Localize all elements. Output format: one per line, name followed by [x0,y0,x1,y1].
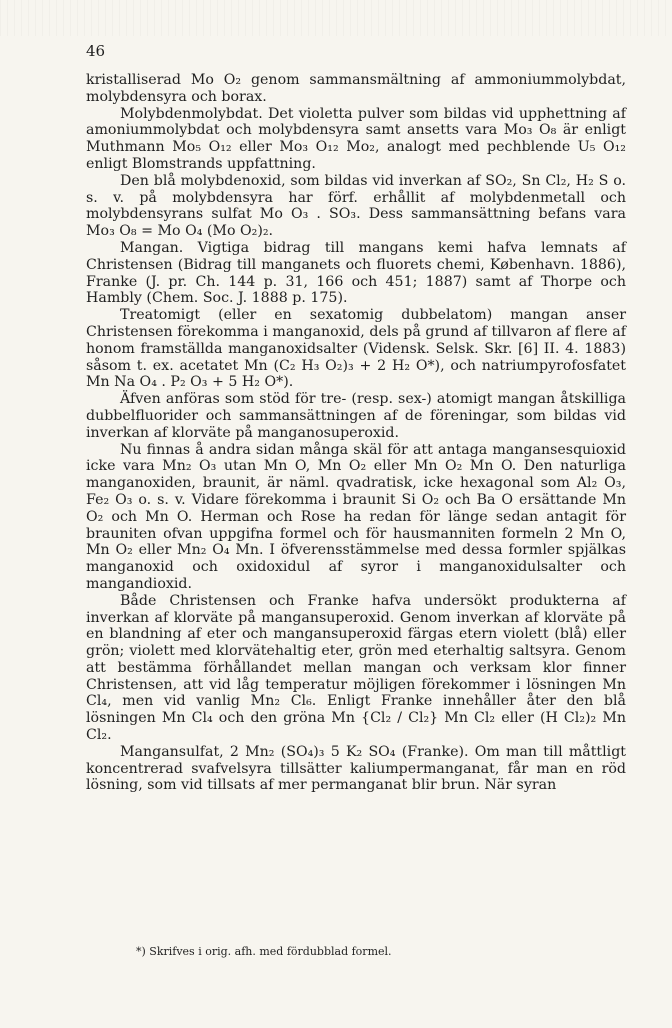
paragraph: Treatomigt (eller en sexatomig dubbelatom) mangan anser Christensen förekomma i manganoxid, dels på grund af tillvaron af flere af honom framställda manganoxidsalter (Vidensk. Selsk. Skr. [6] II. 4. 1883) såsom t. ex. acetatet Mn (C₂ H₃ O₂)₃ + 2 H₂ O*), och natriumpyrofosfatet Mn Na O₄ . P₂ O₃ + 5 H₂ O*). [86,307,626,391]
page-number: 46 [86,42,106,60]
paragraph: Nu finnas å andra sidan många skäl för att antaga mangansesquioxid icke vara Mn₂ O₃ utan Mn O, Mn O₂ eller Mn O₂ Mn O. Den naturliga manganoxiden, braunit, är näml. qvadratisk, icke hexagonal som Al₂ O₃, Fe₂ O₃ o. s. v. Vidare förekomma i braunit Si O₂ och Ba O ersättande Mn O₂ och Mn O. Herman och Rose ha redan för länge sedan antagit för brauniten ofvan uppgifna formel och för hausmanniten formeln 2 Mn O, Mn O₂ eller Mn₂ O₄ Mn. I öfverensstämmelse med dessa formler spjälkas manganoxid och oxidoxidul af syror i manganoxidulsalter och mangandioxid. [86,441,626,592]
paragraph: Äfven anföras som stöd för tre- (resp. sex-) atomigt mangan åtskilliga dubbelfluorider och sammansättningen af de föreningar, som bildas vid inverkan af klorväte på manganosuperoxid. [86,391,626,441]
footnote: *) Skrifves i orig. afh. med fördubblad formel. [136,945,392,958]
paragraph: Molybdenmolybdat. Det violetta pulver som bildas vid upphettning af amoniummolybdat och molybdensyra samt ansetts vara Mo₃ O₈ är enligt Muthmann Mo₅ O₁₂ eller Mo₃ O₁₂ Mo₂, analogt med pechblende U₅ O₁₂ enligt Blomstrands uppfattning. [86,105,626,172]
footnote-divider [86,918,626,919]
paragraph: Mangan. Vigtiga bidrag till mangans kemi hafva lemnats af Christensen (Bidrag till manganets och fluorets chemi, København. 1886), Franke (J. pr. Ch. 144 p. 31, 166 och 451; 1887) samt af Thorpe och Hambly (Chem. Soc. J. 1888 p. 175). [86,239,626,307]
paragraph: kristalliserad Mo O₂ genom sammansmältning af ammoniummolybdat, molybdensyra och borax. [86,72,626,105]
body-text [86,72,626,794]
paragraph: Mangansulfat, 2 Mn₂ (SO₄)₃ 5 K₂ SO₄ (Franke). Om man till måttligt koncentrerad svafvelsyra tillsätter kaliumpermanganat, får man en röd lösning, som vid tillsats af mer permanganat blir brun. När syran [86,743,626,794]
paragraph: Både Christensen och Franke hafva undersökt produkterna af inverkan af klorväte på mangansuperoxid. Genom inverkan af klorväte på en blandning af eter och mangansuperoxid färgas etern violett (blå) eller grön; violett med klorvätehaltig eter, grön med eterhaltig saltsyra. Genom att bestämma förhållandet mellan mangan och verksam klor finner Christensen, att vid låg temperatur möjligen förekommer i lösningen Mn Cl₄, men vid vanlig Mn₂ Cl₆. Enligt Franke innehåller åter den blå lösningen Mn Cl₄ och den gröna Mn {Cl₂ / Cl₂} Mn Cl₂ eller (H Cl₂)₂ Mn Cl₂. [86,592,626,744]
paragraph: Den blå molybdenoxid, som bildas vid inverkan af SO₂, Sn Cl₂, H₂ S o. s. v. på molybdensyra har förf. erhållit af molybdenmetall och molybdensyrans sulfat Mo O₃ . SO₃. Dess sammansättning befans vara Mo₃ O₈ = Mo O₄ (Mo O₂)₂. [86,172,626,240]
scan-edge-noise [0,0,672,36]
